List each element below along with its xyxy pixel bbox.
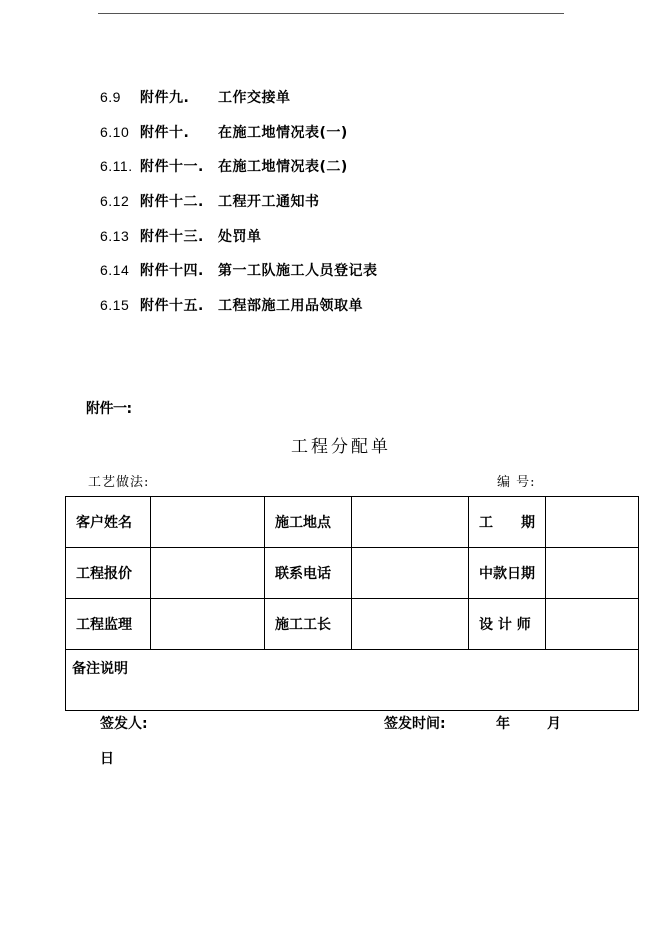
notes-label: 备注说明 — [72, 661, 128, 677]
issue-time-label: 签发时间: — [384, 716, 446, 732]
project-quote-field[interactable] — [151, 548, 265, 599]
site-foreman-label: 施工工长 — [265, 599, 352, 650]
site-foreman-field[interactable] — [352, 599, 469, 650]
appendix-label: 附件一: — [86, 401, 132, 417]
toc-item-title: 工程部施工用品领取单 — [218, 298, 363, 315]
toc-item — [100, 225, 378, 260]
toc-list — [100, 86, 378, 329]
form-title: 工程分配单 — [291, 437, 391, 457]
toc-item-title: 工作交接单 — [218, 90, 291, 106]
toc-item — [100, 190, 378, 225]
toc-item-number: 6.10 — [100, 123, 130, 140]
toc-item-name: 附件十五. — [140, 298, 204, 315]
toc-item-number: 6.13 — [100, 227, 130, 244]
year-label: 年 — [496, 716, 510, 732]
serial-number-label: 编 号: — [497, 475, 536, 490]
toc-item — [100, 86, 378, 121]
toc-item-name: 附件十二. — [140, 194, 204, 211]
day-label: 日 — [100, 751, 114, 767]
toc-item-number: 6.9 — [100, 89, 121, 105]
toc-item-name: 附件十. — [140, 124, 190, 141]
toc-item-number: 6.14 — [100, 262, 130, 279]
toc-item-title: 处罚单 — [218, 228, 262, 245]
customer-name-label: 客户姓名 — [66, 497, 151, 548]
toc-item-number: 6.11. — [100, 158, 133, 175]
toc-item-title: 在施工地情况表(一) — [218, 124, 348, 141]
month-label: 月 — [547, 716, 561, 732]
toc-item — [100, 294, 378, 329]
project-quote-label: 工程报价 — [66, 548, 151, 599]
table-row — [66, 497, 639, 548]
designer-field[interactable] — [546, 599, 639, 650]
toc-item-title: 在施工地情况表(二) — [218, 159, 348, 176]
toc-item-number: 6.12 — [100, 193, 130, 210]
table-row — [66, 599, 639, 650]
duration-label: 工 期 — [469, 497, 546, 548]
toc-item-name: 附件十一. — [140, 159, 204, 176]
toc-item — [100, 259, 378, 294]
toc-item-title: 工程开工通知书 — [218, 194, 320, 211]
toc-item — [100, 155, 378, 190]
duration-field[interactable] — [546, 497, 639, 548]
table-row — [66, 548, 639, 599]
designer-label: 设 计 师 — [469, 599, 546, 650]
toc-item-name: 附件十三. — [140, 228, 204, 245]
toc-item-name: 附件十四. — [140, 263, 204, 280]
toc-item-name: 附件九. — [140, 90, 190, 106]
issuer-label: 签发人: — [100, 716, 148, 732]
toc-item-number: 6.15 — [100, 297, 130, 314]
notes-cell[interactable] — [66, 650, 639, 711]
project-supervisor-field[interactable] — [151, 599, 265, 650]
site-location-field[interactable] — [352, 497, 469, 548]
assignment-form-table — [65, 496, 639, 711]
customer-name-field[interactable] — [151, 497, 265, 548]
project-supervisor-label: 工程监理 — [66, 599, 151, 650]
table-row — [66, 650, 639, 711]
craft-method-label: 工艺做法: — [88, 475, 150, 490]
site-location-label: 施工地点 — [265, 497, 352, 548]
contact-phone-field[interactable] — [352, 548, 469, 599]
header-rule — [98, 13, 564, 14]
toc-item-title: 第一工队施工人员登记表 — [218, 263, 378, 280]
toc-item — [100, 121, 378, 156]
contact-phone-label: 联系电话 — [265, 548, 352, 599]
midterm-payment-date-label: 中款日期 — [469, 548, 546, 599]
midterm-payment-date-field[interactable] — [546, 548, 639, 599]
